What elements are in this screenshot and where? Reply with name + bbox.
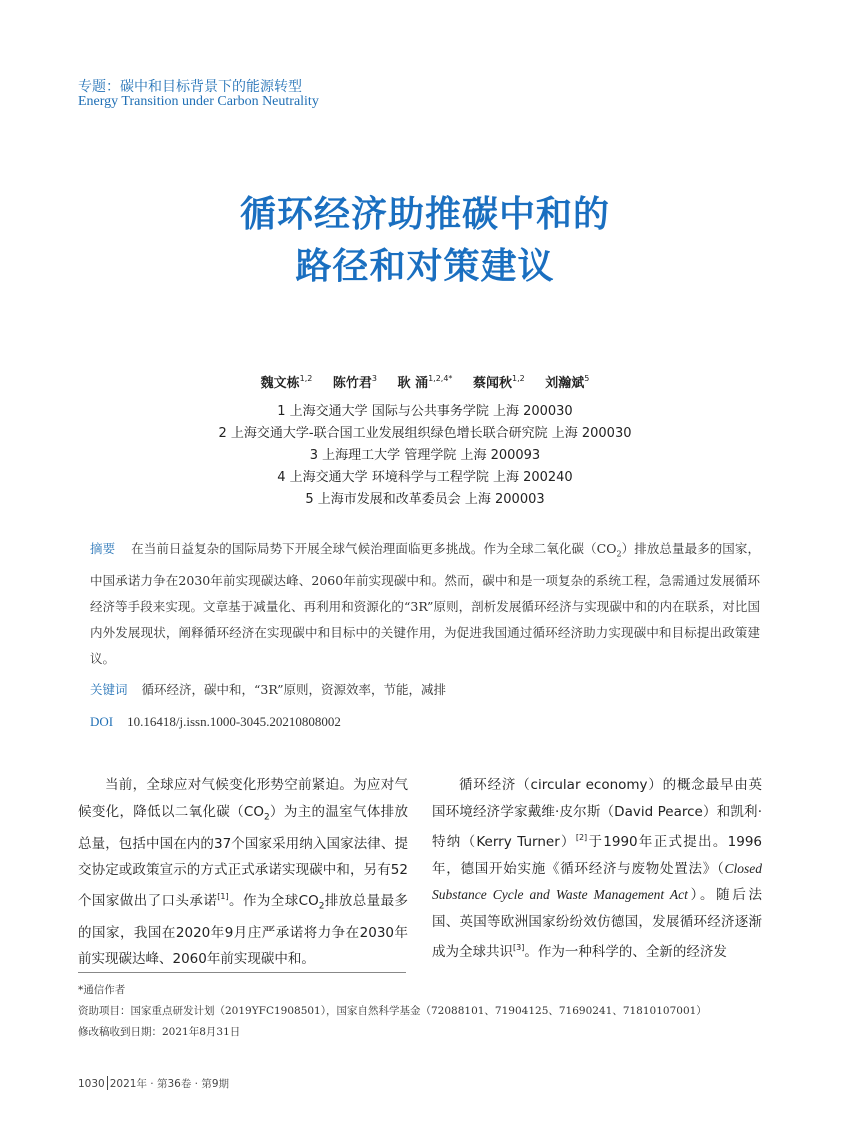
- issue-info: 2021年 · 第36卷 · 第9期: [109, 1078, 230, 1090]
- footnote-funding: 资助项目：国家重点研发计划（2019YFC1908501），国家自然科学基金（72088101、71904125、71690241、71810107001）: [78, 1005, 707, 1017]
- page-number: 1030: [78, 1078, 105, 1090]
- footnote-received: 修改稿收到日期：2021年8月31日: [78, 1026, 241, 1038]
- footnote-corresponding: *通信作者: [78, 984, 126, 996]
- affiliation: 4 上海交通大学 环境科学与工程学院 上海 200240: [277, 470, 573, 485]
- footnote-divider: [78, 972, 406, 973]
- doi-label: DOI: [90, 714, 114, 729]
- author: 蔡闻秋$^{1,2}$: [472, 374, 525, 391]
- reference-link[interactable]: [3]: [513, 943, 525, 952]
- topic-zh: 专题：碳中和目标背景下的能源转型: [78, 79, 302, 95]
- affiliation: 2 上海交通大学-联合国工业发展组织绿色增长联合研究院 上海 200030: [218, 426, 632, 441]
- author: 刘瀚斌$^5$: [545, 374, 590, 391]
- reference-link[interactable]: [1]: [217, 891, 229, 901]
- affiliation: 5 上海市发展和改革委员会 上海 200003: [305, 492, 545, 507]
- reference-link[interactable]: [2]: [575, 833, 588, 842]
- author: 耿 涌$^{1,2,4*}$: [397, 374, 453, 391]
- page-footer: [78, 1076, 229, 1091]
- abstract: 摘要 在当前日益复杂的国际局势下开展全球气候治理面临更多挑战。作为全球二氧化碳$(CO_2)$排放总量最多的国家，中国承诺力争在2030年前实现碳达峰、2060年前实现碳中和。然而，碳中和是一项复杂的系统工程，急需通过发展循环经济等手段来实现。文章基于减量化、再利用和资源化的“3R”原则，剖析发展循环经济与实现碳中和的内在联系，对比国内外发展现状，阐释循环经济在实现碳中和目标中的关键作用，为促进我国通过循环经济助力实现碳中和目标提出政策建议。: [90, 541, 760, 666]
- doi: [90, 714, 341, 730]
- keywords-label: 关键词: [90, 682, 128, 697]
- doi-link[interactable]: 10.16418/j.issn.1000-3045.20210808002: [127, 714, 341, 729]
- keywords: 关键词 循环经济，碳中和，“3R”原则，资源效率，节能，减排: [90, 682, 446, 697]
- affiliation: 3 上海理工大学 管理学院 上海 200093: [309, 448, 541, 463]
- affiliation: 1 上海交通大学 国际与公共事务学院 上海 200030: [277, 404, 573, 419]
- topic-en: Energy Transition under Carbon Neutrality: [78, 94, 319, 109]
- body-column-left: 当前，全球应对气候变化形势空前紧迫。为应对气候变化，降低以二氧化碳$(CO_2)$为主的温室气体排放总量，包括中国在内的37个国家采用纳入国家法律、提交协定或政策宣示的方式正式承诺实现碳中和，另有52个国家做出了口头承诺[1]。作为全球$CO_2$排放总量最多的国家，我国在2020年9月庄严承诺将力争在2030年前实现碳达峰、2060年前实现碳中和。: [78, 777, 409, 968]
- title-line-1: 循环经济助推碳中和的: [239, 194, 610, 235]
- author: 魏文栋$^{1,2}$: [260, 374, 313, 391]
- footer-separator: [107, 1076, 108, 1090]
- author: 陈竹君$^3$: [332, 374, 378, 391]
- author-list: [0, 372, 850, 391]
- title-line-2: 路径和对策建议: [295, 246, 555, 287]
- body-column-right: 循环经济（circular economy）的概念最早由英国环境经济学家戴维·皮尔斯（David Pearce）和凯利·特纳（Kerry Turner）[2]于1990年正式提出。1996年，德国开始实施《循环经济与废物处置法》（Closed Substance Cycle and Waste Management Act）。随后法国、英国等欧洲国家纷纷效仿德国，发展循环经济逐渐成为全球共识[3]。作为一种科学的、全新的经济发: [432, 777, 763, 960]
- abstract-label: 摘要: [90, 541, 116, 556]
